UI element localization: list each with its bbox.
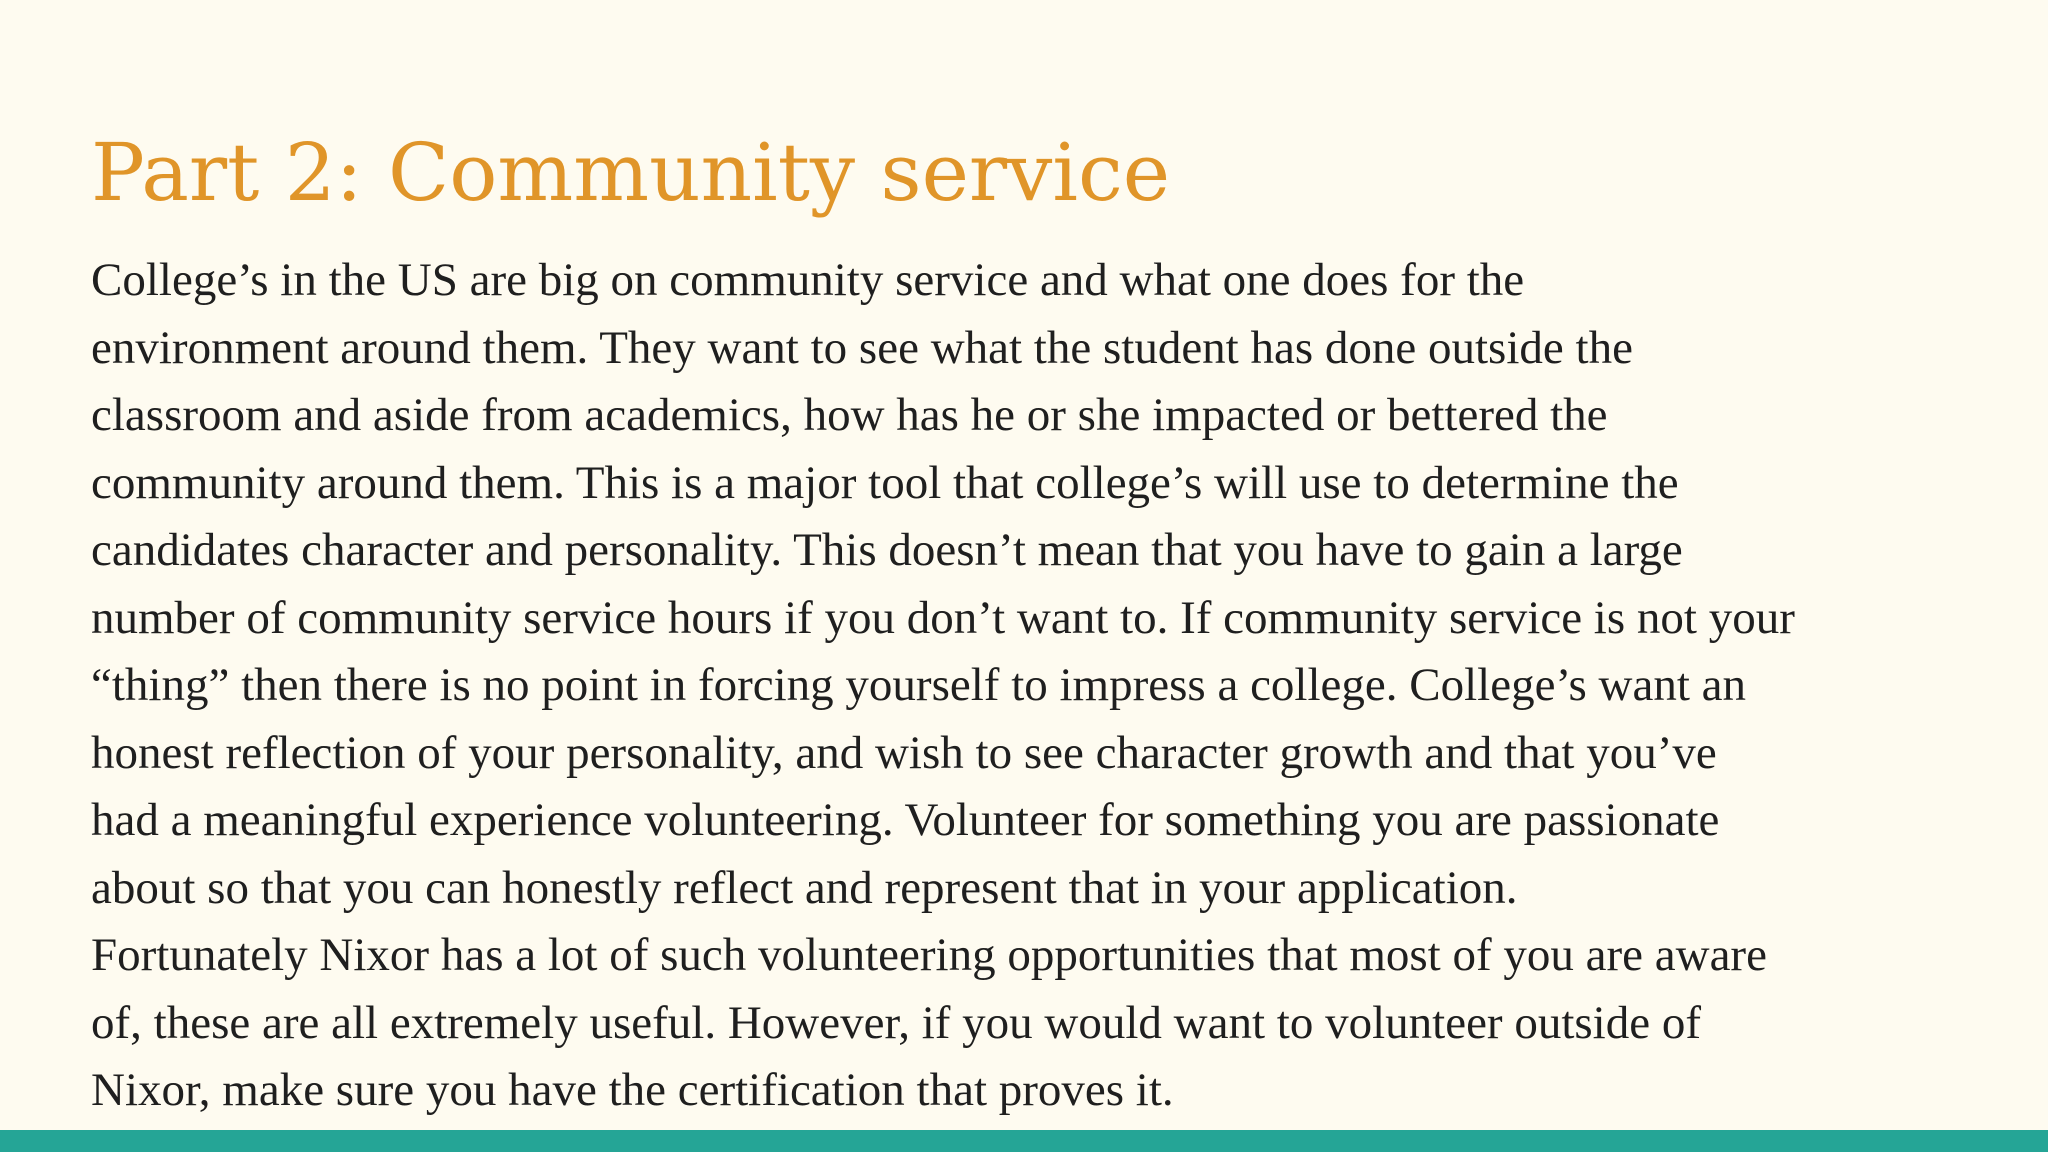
slide-title: Part 2: Community service [91, 126, 1171, 219]
body-line: “thing” then there is no point in forcing yourself to impress a college. College’s want an [91, 659, 1747, 711]
body-line: community around them. This is a major tool that college’s will use to determine the [91, 456, 1679, 509]
body-line: about so that you can honestly reflect and represent that in your application. [91, 861, 1518, 914]
body-line: number of community service hours if you don’t want to. If community service is not your [91, 591, 1795, 644]
bottom-accent-bar [0, 1130, 2048, 1152]
body-line: classroom and aside from academics, how has he or she impacted or bettered the [91, 389, 1608, 441]
body-line: candidates character and personality. This doesn’t mean that you have to gain a large [91, 524, 1683, 576]
body-line: of, these are all extremely useful. However, if you would want to volunteer outside of [91, 996, 1702, 1049]
body-line: had a meaningful experience volunteering. Volunteer for something you are passionate [91, 794, 1720, 846]
slide-body [91, 247, 2011, 1125]
body-line: Nixor, make sure you have the certification that proves it. [91, 1064, 1174, 1116]
body-line: College’s in the US are big on community service and what one does for the [91, 254, 1525, 306]
body-line: honest reflection of your personality, and wish to see character growth and that you’ve [91, 726, 1717, 779]
body-line: environment around them. They want to see what the student has done outside the [91, 321, 1633, 374]
body-line: Fortunately Nixor has a lot of such volunteering opportunities that most of you are aware [91, 929, 1767, 981]
